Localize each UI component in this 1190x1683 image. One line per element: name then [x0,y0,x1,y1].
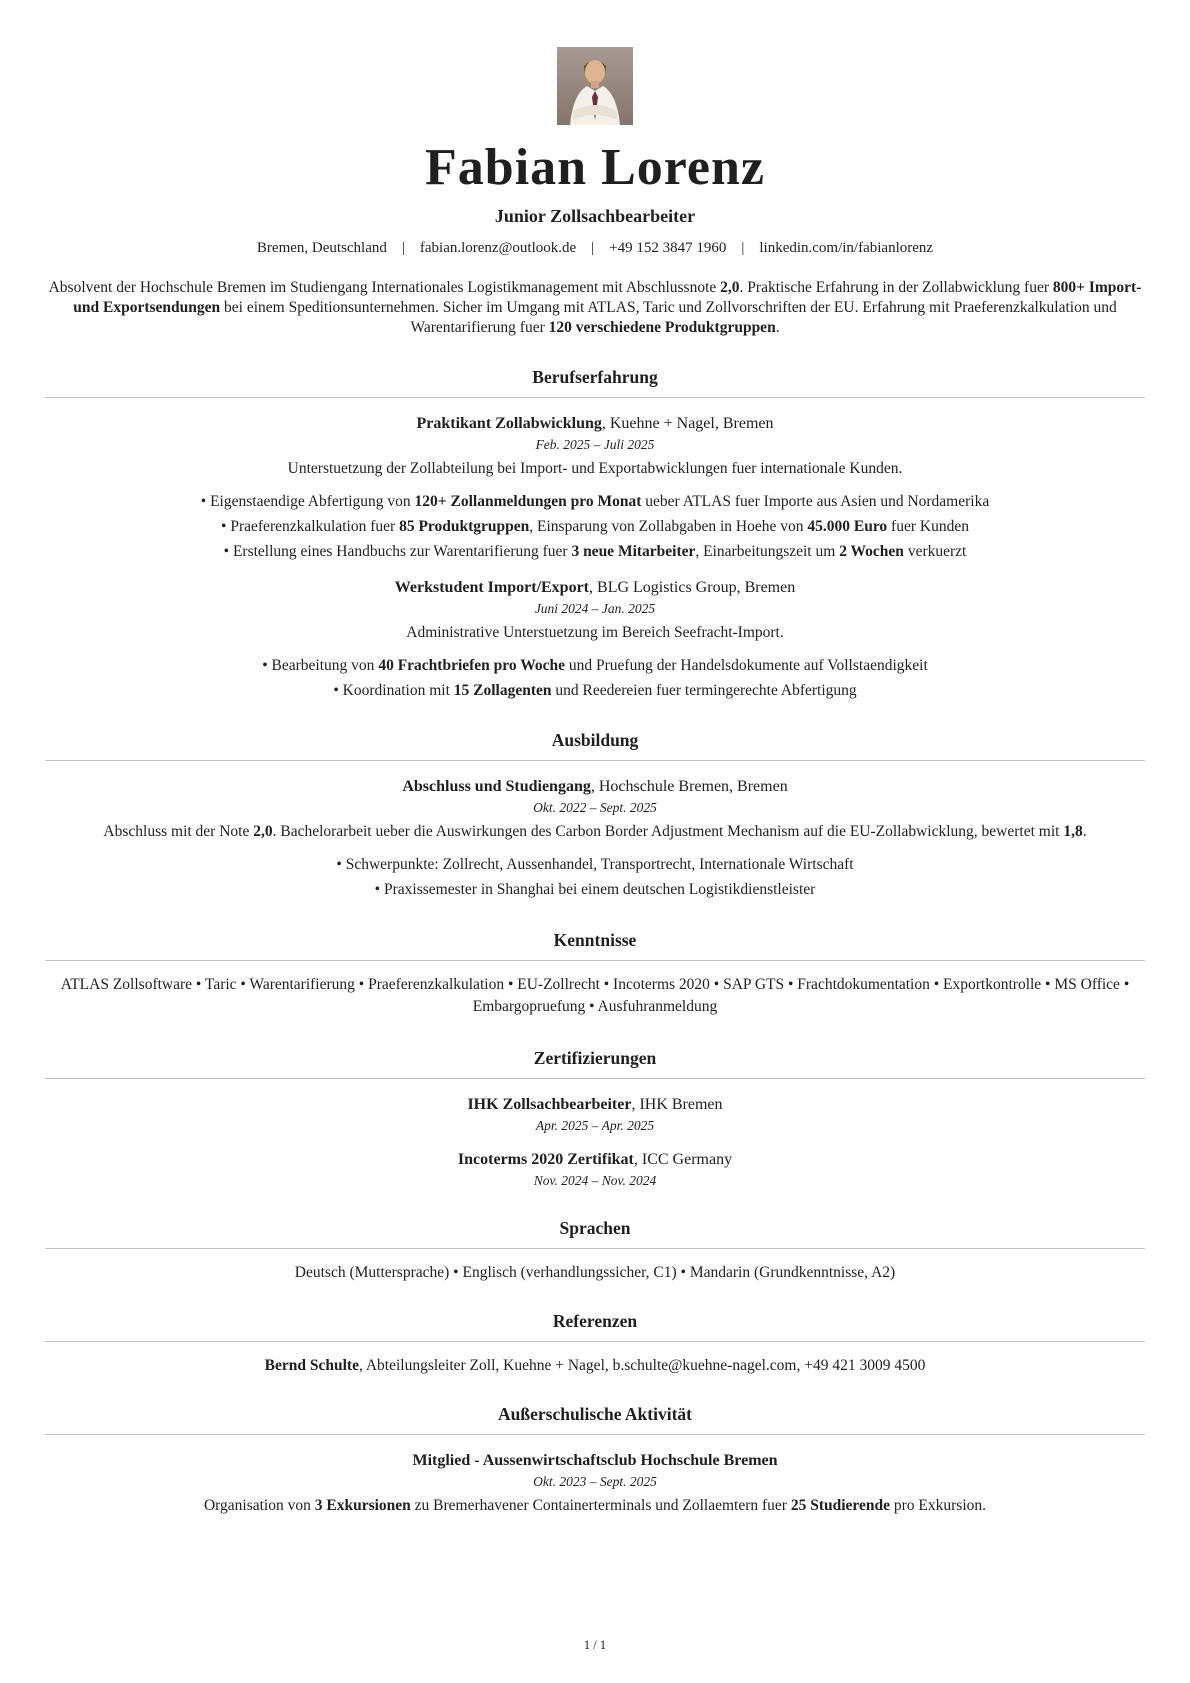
candidate-name: Fabian Lorenz [425,139,765,196]
section-divider [45,397,1145,398]
photo-face [585,60,605,84]
section-education [45,730,1145,900]
section-heading-certifications: Zertifizierungen [533,1047,657,1068]
bullet-item: • Praeferenzkalkulation fuer 85 Produktgruppen, Einsparung von Zollabgaben in Hoehe von 45.000 Euro fuer Kunden [45,516,1145,537]
job-entry [45,579,1145,701]
section-divider [45,1434,1145,1435]
job-bullet-list [45,655,1145,701]
section-heading-skills: Kenntnisse [553,929,637,950]
certification-title: IHK Zollsachbearbeiter, IHK Bremen [467,1095,723,1113]
section-divider [45,760,1145,761]
section-divider [45,960,1145,961]
bullet-item: • Erstellung eines Handbuchs zur Warentarifierung fuer 3 neue Mitarbeiter, Einarbeitungszeit um 2 Wochen verkuerzt [45,541,1145,562]
bullet-item: • Praxissemester in Shanghai bei einem deutschen Logistikdienstleister [45,879,1145,900]
activity-title: Mitglied - Aussenwirtschaftsclub Hochschule Bremen [412,1451,778,1469]
summary-text: Absolvent der Hochschule Bremen im Studiengang Internationales Logistikmanagement mit Abschlussnote 2,0. Praktische Erfahrung in der Zollabwicklung fuer 800+ Import- und Exportsendungen bei einem Speditionsunternehmen. Sicher im Umgang mit ATLAS, Taric und Zollvorschriften der EU. Erfahrung mit Praeferenzkalkulation und Warentarifierung fuer 120 verschiedene Produktgruppen. [48,278,1142,336]
certification-entry [45,1151,1145,1189]
resume-header [45,47,1145,338]
profile-photo [557,47,633,125]
bullet-item: • Schwerpunkte: Zollrecht, Aussenhandel, Transportrecht, Internationale Wirtschaft [45,854,1145,875]
section-experience [45,367,1145,701]
certification-title: Incoterms 2020 Zertifikat, ICC Germany [457,1150,733,1168]
certification-date: Nov. 2024 – Nov. 2024 [533,1172,657,1188]
education-date: Okt. 2022 – Sept. 2025 [533,800,657,816]
photo-neck [591,81,599,88]
activity-description: Organisation von 3 Exkursionen zu Bremerhavener Containerterminals und Zollaemtern fuer 25 Studierende pro Exkursion. [203,1496,987,1514]
contact-line: Bremen, Deutschland | fabian.lorenz@outlook.de | +49 152 3847 1960 | linkedin.com/in/fabianlorenz [256,239,934,256]
activity-date: Okt. 2023 – Sept. 2025 [533,1473,657,1489]
section-heading-references: Referenzen [552,1310,638,1331]
job-description: Unterstuetzung der Zollabteilung bei Import- und Exportabwicklungen fuer internationale Kunden. [287,460,903,478]
section-heading-education: Ausbildung [551,730,639,751]
job-title: Praktikant Zollabwicklung, Kuehne + Nagel, Bremen [416,415,774,433]
skills-line: ATLAS Zollsoftware • Taric • Warentarifierung • Praeferenzkalkulation • EU-Zollrecht • Incoterms 2020 • SAP GTS • Frachtdokumentation • Exportkontrolle • MS Office • Embargopruefung • Ausfuhranmeldung [60,975,1130,1016]
certification-entry [45,1096,1145,1134]
section-divider [45,1341,1145,1342]
education-bullet-list [45,854,1145,900]
section-skills [45,930,1145,1019]
education-entry [45,778,1145,900]
job-bullet-list [45,491,1145,562]
section-references [45,1311,1145,1375]
languages-line: Deutsch (Muttersprache) • Englisch (verhandlungssicher, C1) • Mandarin (Grundkenntnisse, A2) [294,1263,896,1281]
certification-date: Apr. 2025 – Apr. 2025 [535,1117,655,1133]
job-entry [45,415,1145,562]
job-date: Juni 2024 – Jan. 2025 [534,601,656,617]
section-heading-languages: Sprachen [559,1217,631,1238]
section-divider [45,1248,1145,1249]
education-title: Abschluss und Studiengang, Hochschule Bremen, Bremen [402,778,788,796]
job-description: Administrative Unterstuetzung im Bereich Seefracht-Import. [406,624,784,642]
section-divider [45,1078,1145,1079]
section-heading-experience: Berufserfahrung [532,367,658,388]
job-date: Feb. 2025 – Juli 2025 [535,437,655,453]
bullet-item: • Koordination mit 15 Zollagenten und Reedereien fuer termingerechte Abfertigung [45,680,1145,701]
section-activities [45,1404,1145,1515]
section-heading-activities: Außerschulische Aktivität [498,1403,692,1424]
activity-entry [45,1452,1145,1515]
candidate-title: Junior Zollsachbearbeiter [494,205,696,226]
job-title: Werkstudent Import/Export, BLG Logistics Group, Bremen [394,579,796,597]
section-languages [45,1218,1145,1282]
bullet-item: • Bearbeitung von 40 Frachtbriefen pro Woche und Pruefung der Handelsdokumente auf Vollstaendigkeit [45,655,1145,676]
section-certifications [45,1048,1145,1189]
education-description: Abschluss mit der Note 2,0. Bachelorarbeit ueber die Auswirkungen des Carbon Border Adjustment Mechanism auf die EU-Zollabwicklung, bewertet mit 1,8. [103,823,1087,841]
page-footer [0,1638,1190,1653]
page-number: 1 / 1 [583,1638,607,1652]
reference-line: Bernd Schulte, Abteilungsleiter Zoll, Kuehne + Nagel, b.schulte@kuehne-nagel.com, +49 421 3009 4500 [264,1356,926,1374]
bullet-item: • Eigenstaendige Abfertigung von 120+ Zollanmeldungen pro Monat ueber ATLAS fuer Importe aus Asien und Nordamerika [45,491,1145,512]
